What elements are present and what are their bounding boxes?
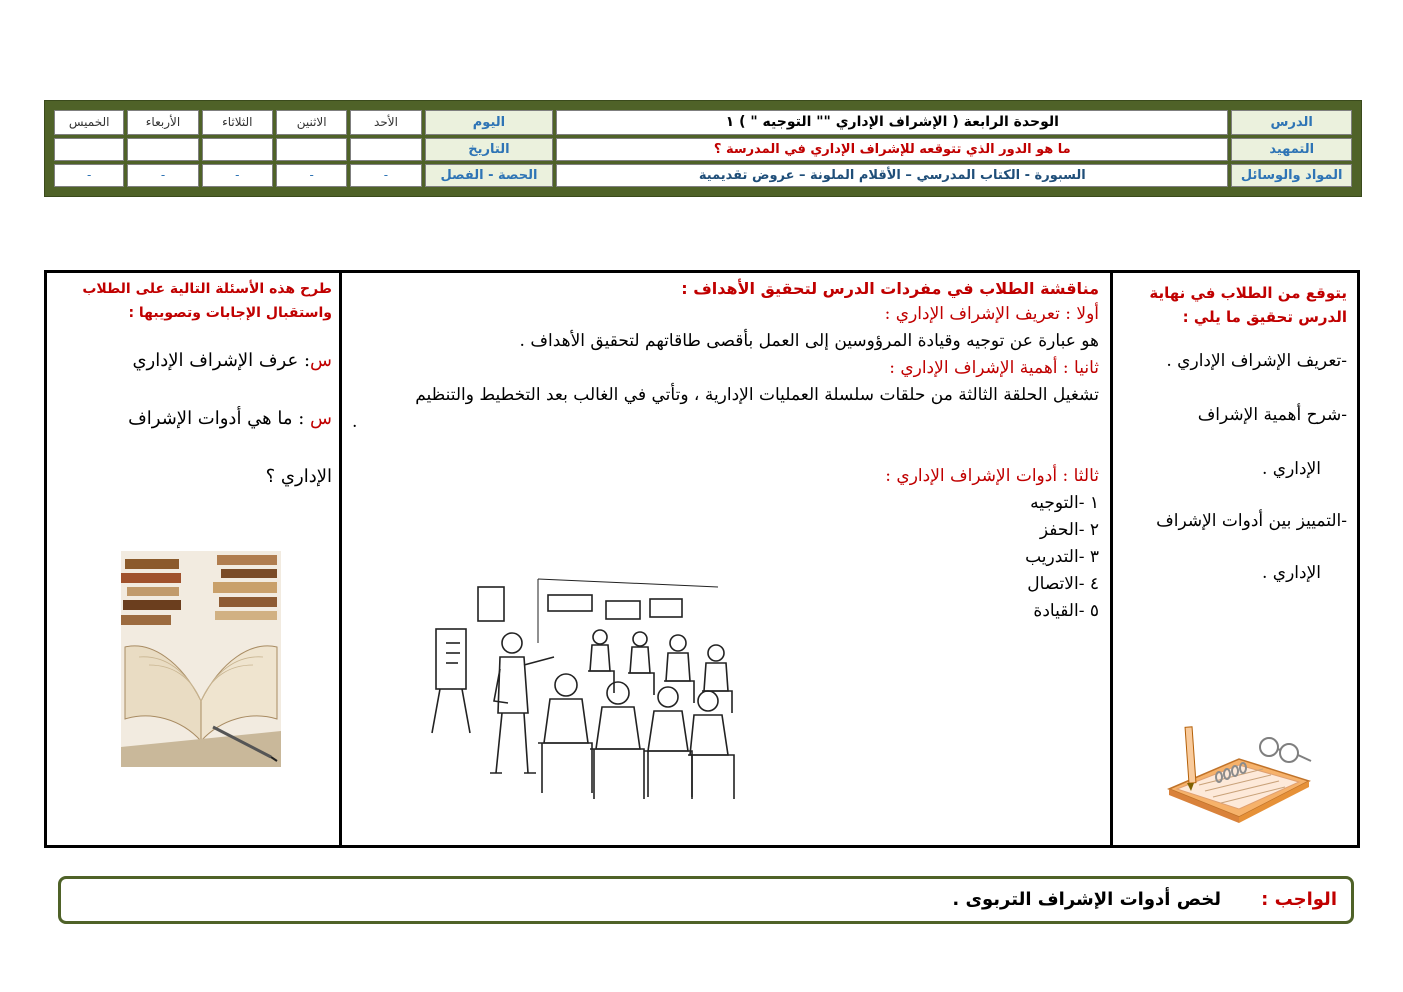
- tool-item: ٤ -الاتصال: [1027, 574, 1099, 594]
- importance-text-end: .: [352, 412, 358, 432]
- day-sunday: الأحد: [350, 110, 421, 135]
- day-thursday: الخميس: [54, 110, 124, 135]
- header-row-materials: [54, 164, 1352, 187]
- lesson-content-box: [44, 270, 1360, 848]
- question-1: [51, 347, 332, 375]
- discussion-heading: مناقشة الطلاب في مفردات الدرس لتحقيق الأهداف :: [681, 279, 1099, 298]
- lesson-label: الدرس: [1231, 110, 1352, 135]
- open-book-image: [121, 551, 281, 767]
- questions-column: [47, 273, 336, 845]
- lesson-header-table: [44, 100, 1362, 197]
- questions-heading-1: طرح هذه الأسئلة التالية على الطلاب: [82, 281, 332, 297]
- intro-question: ما هو الدور الذي تتوقعه للإشراف الإداري في المدرسة ؟: [556, 138, 1228, 161]
- period-cell-tuesday: -: [202, 164, 273, 187]
- question-text: : عرف الإشراف الإداري: [132, 350, 311, 371]
- period-cell-sunday: -: [350, 164, 421, 187]
- header-row-intro: [54, 138, 1352, 161]
- tool-item: ٥ -القيادة: [1033, 601, 1099, 621]
- question-prefix: س: [310, 408, 332, 429]
- day-label: اليوم: [425, 110, 554, 135]
- date-cell-monday: [276, 138, 347, 161]
- definition-title: أولا : تعريف الإشراف الإداري :: [884, 304, 1099, 324]
- date-cell-thursday: [54, 138, 124, 161]
- question-2: [51, 405, 332, 433]
- spacer: [348, 436, 1099, 463]
- question-text: : ما هي أدوات الإشراف: [128, 408, 311, 429]
- questions-heading-2: واستقبال الإجابات وتصويبها :: [128, 305, 332, 321]
- date-cell-tuesday: [202, 138, 273, 161]
- day-wednesday: الأربعاء: [127, 110, 198, 135]
- lesson-title: الوحدة الرابعة ( الإشراف الإداري "" التوجيه " ) ١: [556, 110, 1228, 135]
- objective-item: -التمييز بين أدوات الإشراف: [1156, 511, 1347, 531]
- tool-item: ٣ -التدريب: [1025, 547, 1099, 567]
- objective-item: -شرح أهمية الإشراف: [1197, 405, 1347, 425]
- tool-item: ١ -التوجيه: [1030, 493, 1099, 513]
- period-cell-thursday: -: [54, 164, 124, 187]
- homework-label: الواجب :: [1261, 889, 1337, 910]
- header-row-lesson: [54, 110, 1352, 135]
- date-cell-sunday: [350, 138, 421, 161]
- objective-item: -تعريف الإشراف الإداري .: [1166, 351, 1347, 371]
- homework-text: لخص أدوات الإشراف التربوى .: [952, 889, 1221, 910]
- day-monday: الاثنين: [276, 110, 347, 135]
- date-label: التاريخ: [425, 138, 554, 161]
- period-class-label: الحصة - الفصل: [425, 164, 554, 187]
- objectives-heading-1: يتوقع من الطلاب في نهاية: [1149, 284, 1347, 302]
- objectives-heading-2: الدرس تحقيق ما يلي :: [1182, 308, 1347, 326]
- notebook-pencil-icon: [1159, 719, 1319, 829]
- classroom-presentation-illustration: [378, 573, 758, 813]
- intro-label: التمهيد: [1231, 138, 1352, 161]
- date-cell-wednesday: [127, 138, 198, 161]
- importance-title: ثانيا : أهمية الإشراف الإداري :: [889, 358, 1099, 378]
- materials-list: السبورة - الكتاب المدرسي – الأقلام الملونة – عروض تقديمية: [556, 164, 1228, 187]
- tool-item: ٢ -الحفز: [1039, 520, 1099, 540]
- objective-item: الإداري .: [1261, 459, 1321, 479]
- question-2-continued: الإداري ؟: [265, 466, 332, 487]
- materials-label: المواد والوسائل: [1231, 164, 1352, 187]
- definition-text: هو عبارة عن توجيه وقيادة المرؤوسين إلى العمل بأقصى طاقاتهم لتحقيق الأهداف .: [519, 331, 1099, 351]
- homework-box: [58, 876, 1354, 924]
- importance-text: تشغيل الحلقة الثالثة من حلقات سلسلة العمليات الإدارية ، وتأتي في الغالب بعد التخطيط والتنظيم: [415, 385, 1099, 405]
- objectives-column: [1110, 273, 1357, 845]
- day-tuesday: الثلاثاء: [202, 110, 273, 135]
- question-prefix: س: [310, 350, 332, 371]
- objective-item: الإداري .: [1261, 563, 1321, 583]
- tools-title: ثالثا : أدوات الإشراف الإداري :: [885, 466, 1099, 486]
- discussion-column: [339, 273, 1107, 845]
- period-cell-monday: -: [276, 164, 347, 187]
- period-cell-wednesday: -: [127, 164, 198, 187]
